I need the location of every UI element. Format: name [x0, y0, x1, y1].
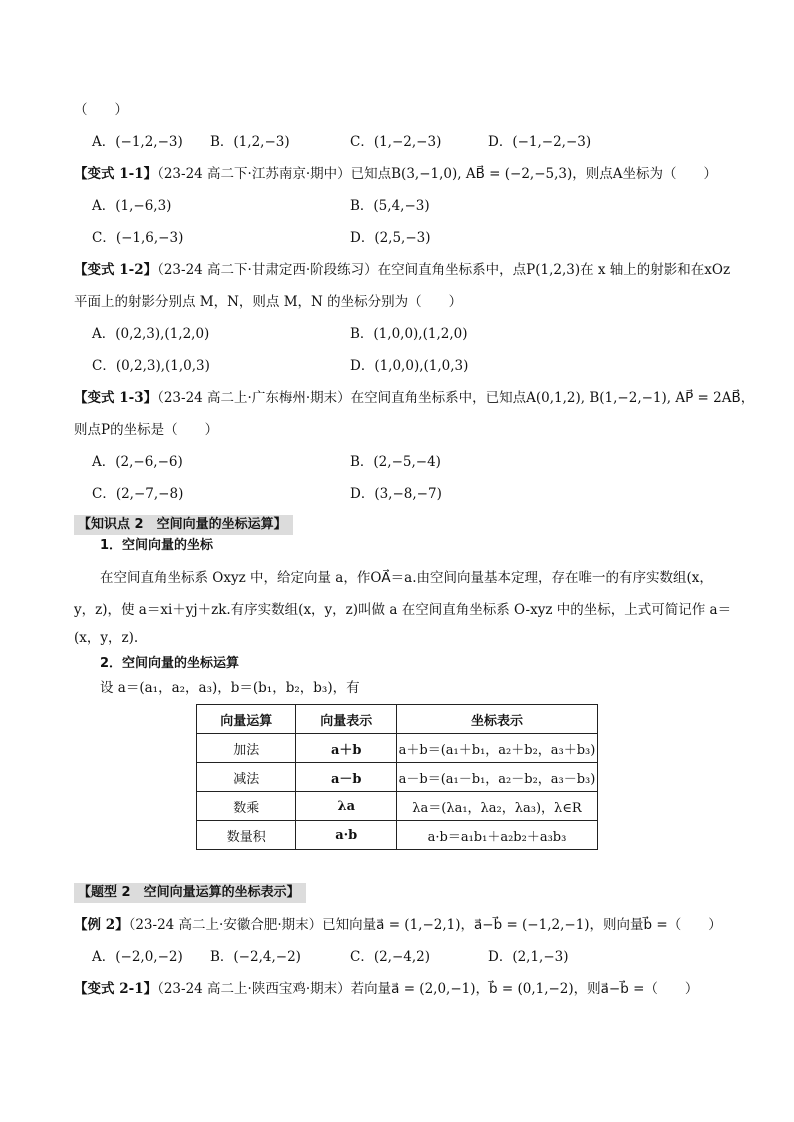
variant-text: （23-24 高二下·甘肃定西·阶段练习）在空间直角坐标系中，点P(1,2,3)在 x 轴上的射影和在xOz: [157, 262, 731, 278]
table-row: [197, 792, 598, 821]
table-cell: a·b: [296, 821, 397, 850]
table-row: [197, 763, 598, 792]
paragraph-line: (x，y，z).: [74, 630, 139, 646]
option-d: D．(−1,−2,−3): [488, 134, 592, 150]
table-cell: λa＝(λa₁，λa₂，λa₃)，λ∈R: [396, 792, 597, 821]
option-a: A．(2,−6,−6): [92, 454, 183, 470]
option-c: C．(2,−4,2): [350, 949, 431, 965]
option-c: C．(−1,6,−3): [92, 230, 184, 246]
option-c: C．(0,2,3),(1,0,3): [92, 358, 210, 374]
variant-tag: 【变式 1-3】: [74, 390, 158, 406]
table-cell: a·b＝a₁b₁＋a₂b₂＋a₃b₃: [396, 821, 597, 850]
variant-text: （23-24 高二上·广东梅州·期末）在空间直角坐标系中，已知点A(0,1,2), B(1,−2,−1), AP⃗ = 2AB⃗，: [157, 390, 755, 406]
variant-1-1-stem: [74, 164, 717, 184]
table-cell: a＋b: [296, 734, 397, 763]
section-heading: 1．空间向量的坐标: [100, 538, 214, 553]
table-row: [197, 734, 598, 763]
table-header: 向量表示: [296, 705, 397, 734]
table-row: [197, 821, 598, 850]
table-cell: a－b: [296, 763, 397, 792]
paragraph-line: 设 a＝(a₁，a₂，a₃)，b＝(b₁，b₂，b₃)，有: [100, 680, 360, 696]
paragraph-line: y，z)，使 a＝xi＋yj＋zk.有序实数组(x，y，z)叫做 a 在空间直角坐标系 O-xyz 中的坐标，上式可简记作 a＝: [74, 602, 732, 618]
table-header: 向量运算: [197, 705, 296, 734]
knowledge-point-banner: 【知识点 2 空间向量的坐标运算】: [74, 515, 293, 535]
table-cell: 数量积: [197, 821, 296, 850]
option-d: D．(3,−8,−7): [350, 486, 442, 502]
variant-tag: 【变式 1-2】: [74, 262, 158, 278]
option-c: C．(2,−7,−8): [92, 486, 184, 502]
variant-text: （23-24 高二上·陕西宝鸡·期末）若向量a⃗ = (2,0,−1)，b⃗ = (0,1,−2)，则a⃗−b⃗ =（ ）: [157, 981, 699, 997]
variant-1-3-stem-cont: 则点P的坐标是（ ）: [74, 422, 219, 438]
variant-1-2-stem: [74, 260, 730, 280]
table-header-row: [197, 705, 598, 734]
section-heading: 2．空间向量的坐标运算: [100, 656, 240, 671]
coordinate-operations-table: [196, 704, 598, 850]
question-bracket: （ ）: [74, 102, 128, 118]
option-b: B．(−2,4,−2): [210, 949, 301, 965]
option-c: C．(1,−2,−3): [350, 134, 442, 150]
variant-tag: 【变式 2-1】: [74, 981, 158, 997]
variant-text: （23-24 高二下·江苏南京·期中）已知点B(3,−1,0), AB⃗ = (−2,−5,3)，则点A坐标为（ ）: [157, 166, 717, 182]
example-2-stem: [74, 915, 722, 935]
variant-1-2-stem-cont: 平面上的射影分别点 M，N，则点 M，N 的坐标分别为（ ）: [74, 294, 463, 310]
example-tag: 【例 2】: [74, 917, 129, 933]
example-text: （23-24 高二上·安徽合肥·期末）已知向量a⃗ = (1,−2,1)，a⃗−b⃗ = (−1,2,−1)，则向量b⃗ =（ ）: [128, 917, 722, 933]
table-cell: 减法: [197, 763, 296, 792]
variant-tag: 【变式 1-1】: [74, 166, 158, 182]
option-b: B．(1,0,0),(1,2,0): [350, 326, 468, 342]
table-cell: 加法: [197, 734, 296, 763]
option-a: A．(0,2,3),(1,2,0): [92, 326, 210, 342]
table-cell: λa: [296, 792, 397, 821]
option-a: A．(−1,2,−3): [92, 134, 183, 150]
variant-1-3-stem: [74, 388, 754, 408]
option-d: D．(1,0,0),(1,0,3): [350, 358, 469, 374]
option-b: B．(5,4,−3): [350, 198, 430, 214]
option-d: D．(2,5,−3): [350, 230, 431, 246]
table-cell: a－b＝(a₁－b₁，a₂－b₂，a₃－b₃): [396, 763, 597, 792]
option-a: A．(1,−6,3): [92, 198, 172, 214]
table-header: 坐标表示: [396, 705, 597, 734]
option-d: D．(2,1,−3): [488, 949, 569, 965]
question-type-banner: 【题型 2 空间向量运算的坐标表示】: [74, 883, 306, 903]
option-a: A．(−2,0,−2): [92, 949, 183, 965]
option-b: B．(2,−5,−4): [350, 454, 441, 470]
variant-2-1-stem: [74, 979, 698, 999]
table-cell: a＋b＝(a₁＋b₁，a₂＋b₂，a₃＋b₃): [396, 734, 597, 763]
option-b: B．(1,2,−3): [210, 134, 290, 150]
table-cell: 数乘: [197, 792, 296, 821]
paragraph-line: 在空间直角坐标系 Oxyz 中，给定向量 a，作OA⃗＝a.由空间向量基本定理，存在唯一的有序实数组(x，: [100, 570, 713, 586]
